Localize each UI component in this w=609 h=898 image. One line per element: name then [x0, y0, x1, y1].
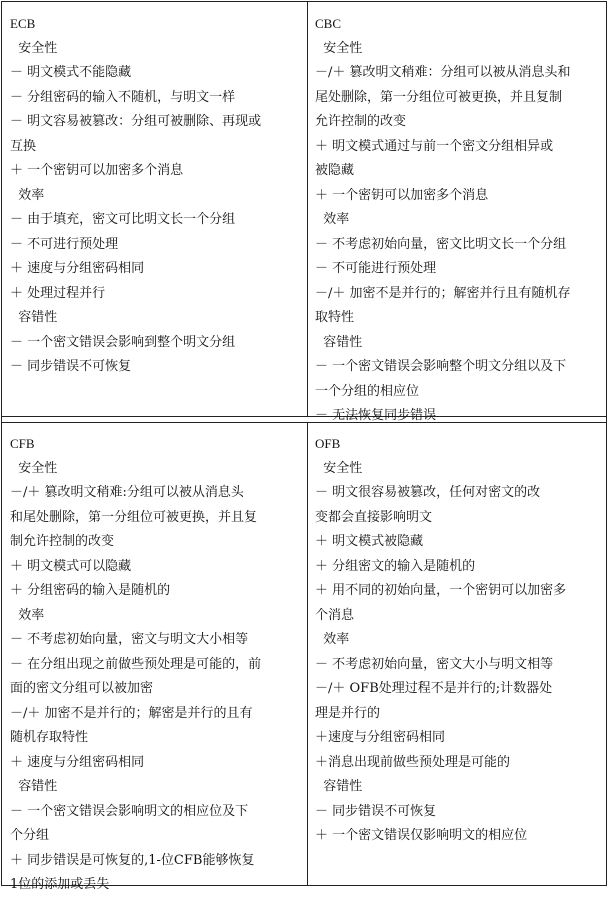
cell-text-line: ＋消息出现前做些预处理是可能的	[315, 754, 511, 770]
cell-text-line: 互换	[10, 138, 37, 154]
cell-text-line: －/＋ 加密不是并行的；解密是并行的且有	[10, 705, 253, 721]
cell-text-line: － 不考虑初始向量，密文与明文大小相等	[10, 632, 249, 647]
cell-text-line: 安全性	[10, 460, 58, 476]
cell-text-line: 变都会直接影响明文	[315, 509, 433, 525]
cell-title: CBC	[315, 16, 342, 31]
cell-text-line: 一个分组的相应位	[315, 383, 420, 399]
cell-text-line: 允许控制的改变	[315, 114, 407, 129]
cell-text-line: － 明文容易被篡改：分组可被删除、再现或	[10, 114, 262, 129]
cell-title: OFB	[315, 436, 341, 451]
cell-text-line: －/＋ 篡改明文稍难:分组可以被从消息头	[10, 485, 244, 500]
cell-text-line: 被隐藏	[315, 163, 355, 178]
cell-text-line: － 明文模式不能隐藏	[10, 65, 132, 80]
cell-text-line: 和尾处删除，第一分组位可被更换，并且复	[10, 509, 258, 525]
cell-text-line: － 不可能进行预处理	[315, 261, 437, 276]
cell-text-line: － 在分组出现之前做些预处理是可能的，前	[10, 656, 262, 672]
cell-text-line: － 一个密文错误会影响整个明文分组以及下	[315, 359, 567, 374]
cell-text-line: 安全性	[315, 460, 363, 476]
cell-text-line: － 不考虑初始向量，密文大小与明文相等	[315, 656, 554, 672]
mode-comparison-table	[1, 1, 607, 892]
cell-text-line: ＋ 速度与分组密码相同	[10, 754, 145, 770]
cell-ecb	[10, 12, 261, 380]
cell-text-line: － 不考虑初始向量，密文比明文长一个分组	[315, 236, 567, 252]
cell-cbc	[315, 12, 571, 429]
cell-title: ECB	[10, 16, 36, 31]
cell-text-line: 容错性	[315, 334, 363, 350]
cell-text-line: － 同步错误不可恢复	[10, 359, 132, 374]
cell-text-line: 理是并行的	[315, 705, 381, 721]
cell-text-line: ＋ 明文模式可以隐藏	[10, 558, 132, 574]
cell-text-line: －/＋ 篡改明文稍难：分组可以被从消息头和	[315, 65, 571, 80]
cell-text-line: ＋速度与分组密码相同	[315, 730, 446, 745]
cell-text-line: ＋ 一个密钥可以加密多个消息	[10, 163, 184, 178]
cell-text-line: 效率	[315, 632, 350, 647]
column-divider-bottom	[307, 422, 308, 885]
cell-text-line: 取特性	[315, 310, 355, 325]
cell-text-line: 容错性	[10, 779, 58, 794]
cell-text-line: － 分组密码的输入不随机，与明文一样	[10, 89, 236, 105]
cell-text-line: 安全性	[315, 40, 363, 56]
cell-text-line: － 由于填充，密文可比明文长一个分组	[10, 212, 236, 227]
cell-text-line: － 同步错误不可恢复	[315, 803, 437, 819]
cell-text-line: 随机存取特性	[10, 730, 89, 745]
cell-text-line: － 一个密文错误会影响到整个明文分组	[10, 334, 236, 350]
cell-text-line: 个消息	[315, 607, 355, 623]
cell-text-line: ＋ 明文模式被隐藏	[315, 534, 424, 549]
cell-text-line: ＋ 速度与分组密码相同	[10, 261, 145, 276]
cell-text-line: 效率	[10, 607, 45, 623]
cell-text-line: 安全性	[10, 40, 58, 56]
cell-cfb	[10, 432, 261, 898]
cell-text-line: －/＋ OFB处理过程不是并行的;计数器处	[315, 681, 553, 696]
cell-text-line: ＋ 处理过程并行	[10, 285, 106, 301]
cell-text-line: 面的密文分组可以被加密	[10, 681, 154, 696]
cell-text-line: ＋ 一个密钥可以加密多个消息	[315, 187, 489, 203]
cell-ofb	[315, 432, 566, 849]
cell-text-line: 容错性	[315, 779, 363, 794]
cell-text-line: ＋ 分组密码的输入是随机的	[10, 583, 171, 598]
cell-text-line: － 不可进行预处理	[10, 236, 119, 252]
cell-text-line: 个分组	[10, 828, 50, 843]
cell-text-line: 尾处删除，第一分组位可被更换，并且复制	[315, 89, 563, 105]
cell-text-line: 效率	[10, 187, 45, 203]
cell-text-line: － 一个密文错误会影响明文的相应位及下	[10, 803, 249, 819]
cell-text-line: － 无法恢复同步错误	[315, 408, 437, 423]
cell-text-line: 1位的添加或丢失	[10, 877, 110, 892]
cell-text-line: 效率	[315, 212, 350, 227]
cell-text-line: － 明文很容易被篡改，任何对密文的改	[315, 485, 541, 500]
cell-text-line: ＋ 明文模式通过与前一个密文分组相异或	[315, 138, 554, 154]
column-divider-top	[307, 2, 308, 416]
cell-text-line: ＋ 一个密文错误仅影响明文的相应位	[315, 828, 528, 843]
cell-text-line: －/＋ 加密不是并行的；解密并行且有随机存	[315, 285, 571, 301]
cell-text-line: ＋ 用不同的初始向量，一个密钥可以加密多	[315, 583, 567, 598]
cell-text-line: ＋ 同步错误是可恢复的,1-位CFB能够恢复	[10, 852, 255, 868]
cell-title: CFB	[10, 436, 35, 451]
cell-text-line: 容错性	[10, 310, 58, 325]
cell-text-line: ＋ 分组密文的输入是随机的	[315, 558, 476, 574]
cell-text-line: 制允许控制的改变	[10, 534, 115, 549]
